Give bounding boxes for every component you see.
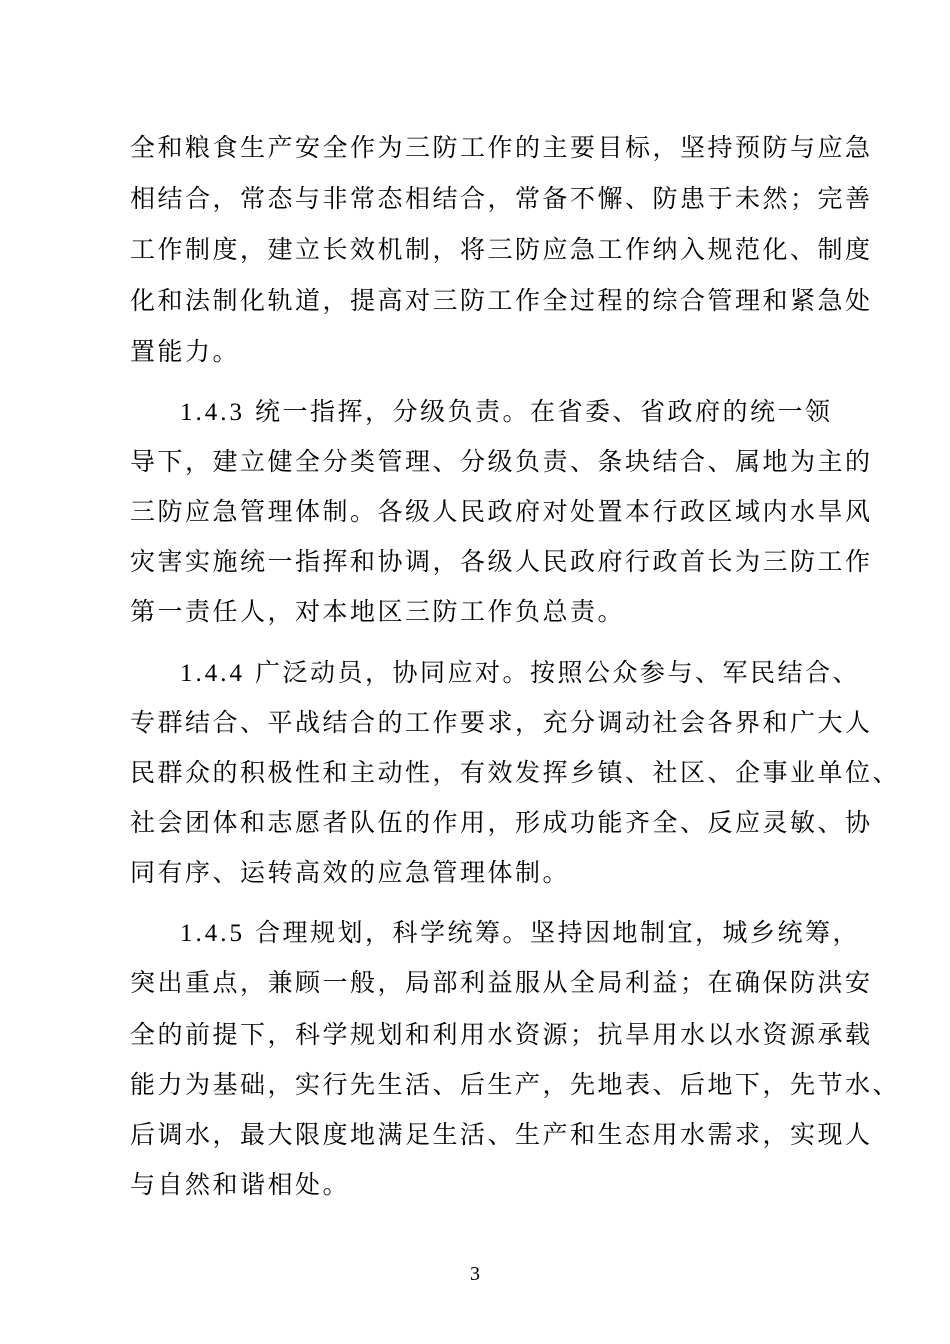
text-line: 合理规划，科学统筹。坚持因地制宜，城乡统筹， <box>255 918 861 947</box>
section-number: 1.4.4 <box>180 660 245 687</box>
text-line: 灾害实施统一指挥和协调，各级人民政府行政首长为三防工作 <box>130 547 873 576</box>
text-line: 工作制度，建立长效机制，将三防应急工作纳入规范化、制度 <box>130 235 873 264</box>
text-line: 导下，建立健全分类管理、分级负责、条块结合、属地为主的 <box>130 447 873 476</box>
text-line: 后调水，最大限度地满足生活、生产和生态用水需求，实现人 <box>130 1120 873 1149</box>
text-line: 民群众的积极性和主动性，有效发挥乡镇、社区、企事业单位、 <box>130 758 901 787</box>
text-line: 置能力。 <box>130 337 241 366</box>
text-line: 与自然和谐相处。 <box>130 1170 351 1199</box>
text-line: 全和粮食生产安全作为三防工作的主要目标，坚持预防与应急 <box>130 133 873 162</box>
text-line: 能力为基础，实行先生活、后生产，先地表、后地下，先节水、 <box>130 1070 901 1099</box>
text-line: 三防应急管理体制。各级人民政府对处置本行政区域内水旱风 <box>130 497 873 526</box>
text-line: 社会团体和志愿者队伍的作用，形成功能齐全、反应灵敏、协 <box>130 808 873 837</box>
text-line: 广泛动员，协同应对。按照公众参与、军民结合、 <box>255 658 861 687</box>
section-first-line <box>180 918 860 948</box>
text-line: 化和法制化轨道，提高对三防工作全过程的综合管理和紧急处 <box>130 286 873 315</box>
page-number: 3 <box>470 1263 480 1285</box>
section-first-line <box>180 397 833 427</box>
text-line: 专群结合、平战结合的工作要求，充分调动社会各界和广大人 <box>130 708 873 737</box>
section-first-line <box>180 658 860 688</box>
text-line: 统一指挥，分级负责。在省委、省政府的统一领 <box>255 397 833 426</box>
text-line: 同有序、运转高效的应急管理体制。 <box>130 858 571 887</box>
text-line: 全的前提下，科学规划和利用水资源；抗旱用水以水资源承载 <box>130 1020 873 1049</box>
text-line: 相结合，常态与非常态相结合，常备不懈、防患于未然；完善 <box>130 184 873 213</box>
text-line: 第一责任人，对本地区三防工作负总责。 <box>130 597 626 626</box>
text-line: 突出重点，兼顾一般，局部利益服从全局利益；在确保防洪安 <box>130 968 873 997</box>
section-number: 1.4.5 <box>180 920 245 947</box>
section-number: 1.4.3 <box>180 399 245 426</box>
